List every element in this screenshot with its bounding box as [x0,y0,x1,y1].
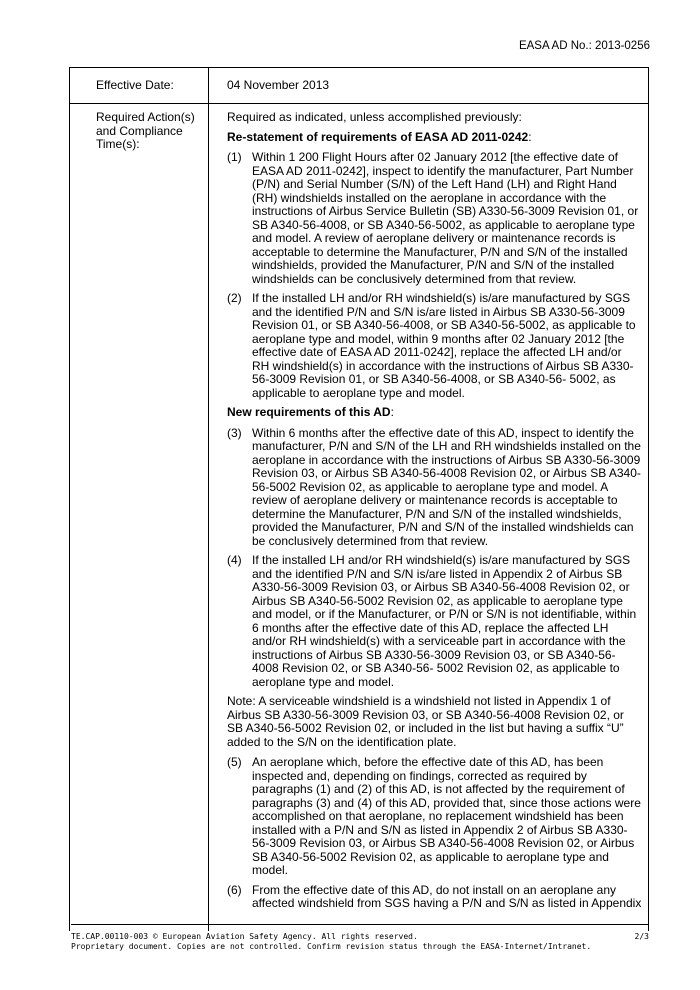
item-text: From the effective date of this AD, do not install on an aeroplane any affected windshield from SGS having a P/N and S/N as listed in Appendix [252,882,642,910]
item-text: If the installed LH and/or RH windshield(s) is/are manufactured by SGS and the identified P/N and S/N is/are listed in Appendix 2 of Airbus SB A330-56-3009 Revision 03, or Airbus SB A340-56-4008 Revision 02, or Airbus SB A340-56-5002 Revision 02, as applicable to aeroplane type and model, or if the Manufacturer, or P/N or S/N is not identifiable, within 6 months after the effective date of this AD, replace the affected LH and/or RH windshield(s) with a serviceable part in accordance with the instructions of Airbus SB A330-56-3009 Revision 03, or SB A340-56-4008 Revision 02, or SB A340-56- 5002 Revision 02, as applicable to aeroplane type and model. [252,553,637,689]
new-requirements-heading [227,406,642,420]
column-divider [208,68,209,931]
item-number: (6) [227,882,242,897]
item-number: (5) [227,755,242,769]
list-item [227,292,642,400]
item-number: (1) [227,150,242,164]
effective-date-value: 04 November 2013 [227,78,330,92]
item-text: Within 1 200 Flight Hours after 02 January 2012 [the effective date of EASA AD 2011-0242], inspect to identify the manufacturer, Part Number (P/N) and Serial Number (S/N) of the Left Hand (LH) and Right Hand (RH) windshields installed on the aeroplane in accordance with the instructions of Airbus Service Bulletin (SB) A330-56-3009 Revision 01, or SB A340-56-4008, or SB A340-56-5002, as applicable to aeroplane type and model. A review of aeroplane delivery or maintenance records is acceptable to determine the Manufacturer, P/N and S/N of the installed windshields, provided the Manufacturer, P/N and S/N of the installed windshields can be conclusively determined from that review. [252,150,639,286]
item-number: (2) [227,291,242,305]
new-requirements-heading-colon: : [390,405,394,419]
restatement-heading-text: Re-statement of requirements of EASA AD 2011-0242 [227,129,529,144]
ad-table [69,67,649,931]
item-text: Within 6 months after the effective date of this AD, inspect to identify the manufacturer, P/N and S/N of the LH and RH windshields installed on the aeroplane in accordance with the instructions of Airbus SB A330-56-3009 Revision 03, or Airbus SB A340-56-4008 Revision 02, or Airbus SB A340-56-5002 Revision 02, as applicable to aeroplane type and model. A review of aeroplane delivery or maintenance records is acceptable to determine the Manufacturer, P/N and S/N of the installed windshields, provided the Manufacturer, P/N and S/N of the installed windshields can be conclusively determined from that review. [252,425,641,548]
required-actions-label: Required Action(s) and Compliance Time(s): [96,110,195,151]
restatement-heading-colon: : [528,129,532,144]
new-requirements-heading-text: New requirements of this AD [227,405,391,419]
item-number: (4) [227,553,242,567]
item-text: An aeroplane which, before the effective date of this AD, has been inspected and, depending on findings, corrected as required by paragraphs (1) and (2) of this AD, is not affected by the requirement of paragraphs (3) and (4) of this AD, provided that, since those actions were accomplished on that aeroplane, no replacement windshield has been installed with a P/N and S/N as listed in Appendix 2 of Airbus SB A330-56-3009 Revision 03, or Airbus SB A340-56-4008 Revision 02, or Airbus SB A340-56-5002 Revision 02, as applicable to aeroplane type and model. [252,755,641,877]
ad-number-header: EASA AD No.: 2013-0256 [518,40,650,52]
copyright-text: TE.CAP.00110-003 © European Aviation Safety Agency. All rights reserved. [71,932,418,941]
effective-date-label: Effective Date: [96,78,174,92]
restatement-heading [227,131,642,145]
proprietary-notice: Proprietary document. Copies are not controlled. Confirm revision status through the EASA-Internet/Intranet. [71,942,592,951]
list-item [227,427,642,549]
item-text: If the installed LH and/or RH windshield(s) is/are manufactured by SGS and the identified P/N and S/N is/are listed in Airbus SB A330-56-3009 Revision 01, or SB A340-56-4008, or SB A340-56-5002, as applicable to aeroplane type and model, within 9 months after 02 January 2012 [the effective date of EASA AD 2011-0242], replace the affected LH and/or RH windshield(s) in accordance with the instructions of Airbus SB A330-56-3009 Revision 01, or SB A340-56-4008, or SB A340-56- 5002, as applicable to aeroplane type and model. [252,291,636,400]
required-actions-content [227,111,642,917]
page-footer [71,924,649,952]
footer-line-1 [71,932,649,942]
list-item [227,884,642,911]
intro-text: Required as indicated, unless accomplished previously: [227,110,522,124]
list-item [227,151,642,286]
item-number: (3) [227,425,242,440]
serviceable-windshield-note: Note: A serviceable windshield is a windshield not listed in Appendix 1 of Airbus SB A330-56-3009 Revision 03, or SB A340-56-4008 Revision 02, or SB A340-56-5002 Revision 02, or included in the list but having a suffix “U” added to the S/N on the identification plate. [227,694,624,749]
list-item [227,756,642,878]
page-number: 2/3 [634,932,649,941]
list-item [227,554,642,689]
